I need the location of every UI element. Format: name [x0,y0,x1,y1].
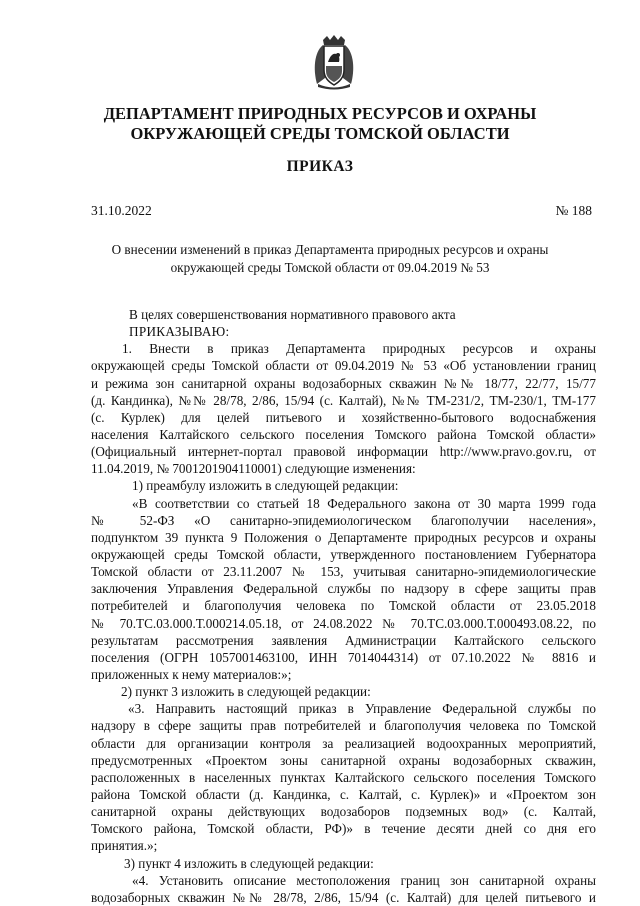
body-line: 1. Внести в приказ Департамента природных ресурсов и охраны [122,341,596,357]
body-line: (с. Курлек) для целей питьевого и хозяйственно-бытового водоснабжения [91,409,596,425]
order-subject [95,241,565,277]
body-line: «4. Установить описание местоположения границ зон санитарной охраны [132,872,596,888]
document-type-title: ПРИКАЗ [286,158,354,175]
body-line: 3) пункт 4 изложить в следующей редакции: [124,855,374,871]
body-line: В целях совершенствования нормативного правового акта [129,307,456,322]
body-line: 11.04.2019, № 7001201904110001) следующие изменения: [91,461,416,477]
body-line: Томской области от 23.11.2007 № 153, учитывая санитарно-эпидемиологические [91,564,596,580]
body-line: окружающей среды Томской области от 09.04.2019 № 53 «Об установлении границ [91,358,596,374]
order-number: № 188 [555,203,592,218]
body-line: № 52-ФЗ «О санитарно-эпидемиологическом благополучии населения», [91,512,596,528]
body-line: области для организации контроля за реализацией водоохранных мероприятий, [91,735,596,751]
body-line: (д. Кандинка), №№ 28/78, 2/86, 15/94 (с. Калтай), №№ ТМ-231/2, ТМ-230/1, ТМ-177 [91,392,596,408]
order-body [91,306,596,906]
body-line: потребителей и благополучия человека по Томской области от 23.05.2018 [91,598,596,614]
body-line: «3. Направить настоящий приказ в Управление Федеральной службы по [128,701,596,717]
body-line: результатам рассмотрения заявления Администрации Калтайского сельского [91,632,596,648]
body-line: № 70.ТС.03.000.Т.000214.05.18, от 24.08.2022 № 70.ТС.03.000.Т.000493.08.22, по [91,615,596,631]
department-name-line2: ОКРУЖАЮЩЕЙ СРЕДЫ ТОМСКОЙ ОБЛАСТИ [130,124,510,143]
body-line: ПРИКАЗЫВАЮ: [129,324,230,340]
body-line: населения Калтайского сельского поселения Томского района Томской области» [91,426,596,442]
body-line: района Томской области (д. Кандинка, с. Калтай, с. Курлек)» и «Проектом зон [91,786,596,802]
body-line: санитарной охраны действующих водозаборов подземных вод» (с. Калтай, [91,804,596,820]
body-line: Томского района, Томской области, РФ)» в течение десяти дней со дня его [91,821,596,837]
body-line: принятия.»; [91,838,158,854]
body-line: «В соответствии со статьей 18 Федерального закона от 30 марта 1999 года [132,495,596,511]
body-line: и режима зон санитарной охраны водозаборных скважин №№ 18/77, 22/77, 15/77 [91,375,596,391]
body-line: заключения Управления Федеральной службы по надзору в сфере защиты прав [91,581,596,597]
body-line: расположенных в населенных пунктах Калтайского сельского поселения Томского [91,769,596,785]
body-line: 2) пункт 3 изложить в следующей редакции: [121,684,371,700]
coat-of-arms-icon [311,34,357,90]
body-line: окружающей среды Томской области, утвержденного постановлением Губернатора [91,546,596,562]
body-line: предусмотренных «Проектом зоны санитарной охраны водозаборных скважин, [91,752,596,768]
body-line: приложенных к нему материалов:»; [91,666,292,682]
subject-line: О внесении изменений в приказ Департамента природных ресурсов и охраны [111,242,549,257]
subject-line: окружающей среды Томской области от 09.04.2019 № 53 [170,260,490,275]
body-line: поселения (ОГРН 1057001463100, ИНН 7014044314) от 07.10.2022 № 8816 и [91,649,596,665]
body-line: 1) преамбулу изложить в следующей редакции: [132,478,399,494]
body-line: водозаборных скважин №№ 28/78, 2/86, 15/94 (с. Калтай) для целей питьевого и [91,889,596,905]
body-line: подпунктом 39 пункта 9 Положения о Департаменте природных ресурсов и охраны [91,529,596,545]
body-line: надзору в сфере защиты прав потребителей и благополучия человека по Томской [91,718,596,734]
order-date: 31.10.2022 [91,203,152,218]
department-name-line1: ДЕПАРТАМЕНТ ПРИРОДНЫХ РЕСУРСОВ И ОХРАНЫ [103,104,537,123]
body-line: (Официальный интернет-портал правовой информации http://www.pravo.gov.ru, от [91,444,596,460]
